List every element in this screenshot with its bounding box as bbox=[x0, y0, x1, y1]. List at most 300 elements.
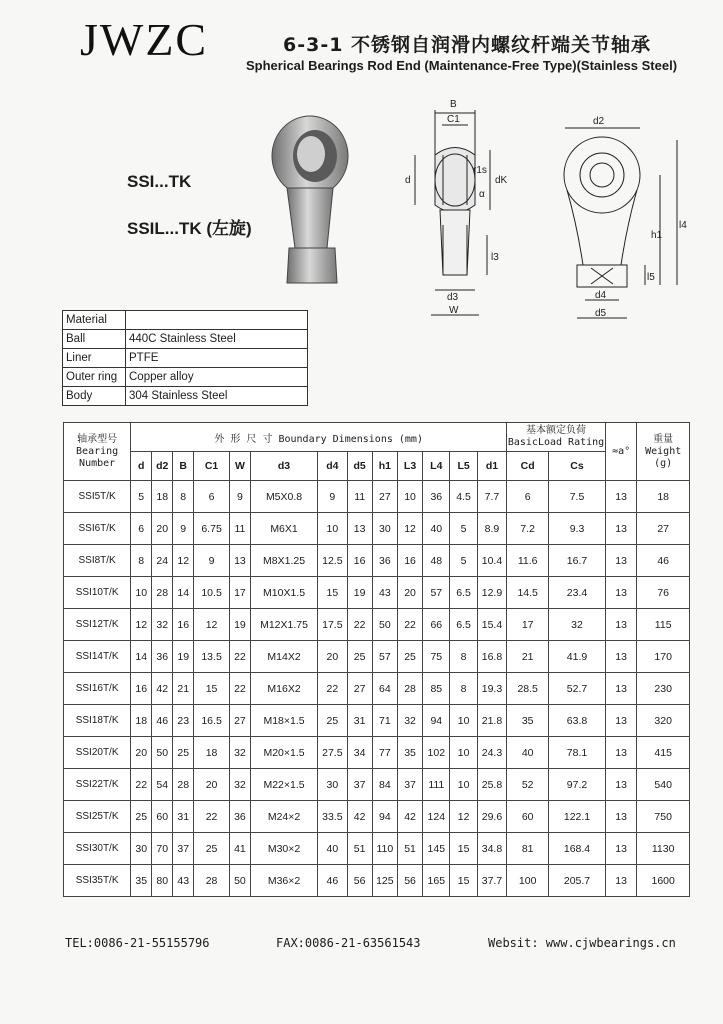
material-key: Material bbox=[63, 311, 126, 330]
table-cell: 37 bbox=[347, 769, 372, 801]
material-key: Ball bbox=[63, 330, 126, 349]
label-l5: l5 bbox=[647, 272, 655, 283]
bearing-number: SSI10T/K bbox=[64, 577, 131, 609]
header-boundary-dims: 外 形 尺 寸 Boundary Dimensions (mm) bbox=[131, 423, 507, 452]
table-cell: M14X2 bbox=[250, 641, 317, 673]
table-cell: 28 bbox=[194, 865, 230, 897]
table-cell: 18 bbox=[131, 705, 152, 737]
table-cell: 14 bbox=[131, 641, 152, 673]
table-cell: 13 bbox=[605, 609, 637, 641]
label-r1s: r1s bbox=[473, 165, 487, 176]
table-cell: 51 bbox=[347, 833, 372, 865]
table-cell: 540 bbox=[637, 769, 690, 801]
table-cell: 12.9 bbox=[477, 577, 506, 609]
table-row bbox=[64, 577, 690, 609]
table-cell: 52.7 bbox=[549, 673, 606, 705]
table-cell: 27 bbox=[229, 705, 250, 737]
table-cell: 64 bbox=[372, 673, 397, 705]
table-cell: 37.7 bbox=[477, 865, 506, 897]
material-value: Copper alloy bbox=[126, 368, 308, 387]
table-cell: 15 bbox=[450, 865, 477, 897]
table-cell: 6.5 bbox=[450, 577, 477, 609]
table-cell: 13 bbox=[229, 545, 250, 577]
table-cell: 57 bbox=[423, 577, 450, 609]
table-cell: 6 bbox=[131, 513, 152, 545]
table-cell: 8.9 bbox=[477, 513, 506, 545]
table-cell: 22 bbox=[229, 641, 250, 673]
table-row bbox=[64, 737, 690, 769]
column-header-cd: Cd bbox=[507, 452, 549, 481]
table-cell: 42 bbox=[347, 801, 372, 833]
bearing-number: SSI18T/K bbox=[64, 705, 131, 737]
table-cell: 11 bbox=[347, 481, 372, 513]
table-cell: 16.8 bbox=[477, 641, 506, 673]
table-cell: 13 bbox=[605, 737, 637, 769]
table-cell: 56 bbox=[347, 865, 372, 897]
table-cell: 12 bbox=[131, 609, 152, 641]
table-cell: 13 bbox=[605, 641, 637, 673]
table-cell: 115 bbox=[637, 609, 690, 641]
table-cell: 36 bbox=[229, 801, 250, 833]
header-weight: 重量 Weight (g) bbox=[637, 423, 690, 481]
table-cell: 28 bbox=[173, 769, 194, 801]
table-cell: 8 bbox=[450, 673, 477, 705]
table-cell: 1130 bbox=[637, 833, 690, 865]
table-cell: 36 bbox=[152, 641, 173, 673]
table-cell: 230 bbox=[637, 673, 690, 705]
table-cell: 34 bbox=[347, 737, 372, 769]
table-cell: 25 bbox=[347, 641, 372, 673]
table-cell: 33.5 bbox=[318, 801, 347, 833]
table-cell: 165 bbox=[423, 865, 450, 897]
table-cell: 12 bbox=[194, 609, 230, 641]
bearing-number: SSI5T/K bbox=[64, 481, 131, 513]
label-d5: d5 bbox=[595, 308, 607, 319]
table-row bbox=[64, 833, 690, 865]
label-d2: d2 bbox=[593, 116, 605, 127]
table-cell: 750 bbox=[637, 801, 690, 833]
material-key: Liner bbox=[63, 349, 126, 368]
table-row bbox=[64, 545, 690, 577]
column-header-cs: Cs bbox=[549, 452, 606, 481]
table-cell: 21 bbox=[507, 641, 549, 673]
table-cell: 13 bbox=[605, 577, 637, 609]
table-cell: 40 bbox=[507, 737, 549, 769]
table-cell: 34.8 bbox=[477, 833, 506, 865]
table-cell: 7.7 bbox=[477, 481, 506, 513]
table-cell: 52 bbox=[507, 769, 549, 801]
spec-table bbox=[63, 422, 690, 897]
table-cell: 16.5 bbox=[194, 705, 230, 737]
table-cell: 12 bbox=[173, 545, 194, 577]
table-cell: 21.8 bbox=[477, 705, 506, 737]
table-cell: 56 bbox=[397, 865, 422, 897]
table-row bbox=[64, 513, 690, 545]
table-cell: 18 bbox=[152, 481, 173, 513]
label-l3: l3 bbox=[491, 252, 499, 263]
table-cell: 13 bbox=[605, 705, 637, 737]
table-cell: 6.75 bbox=[194, 513, 230, 545]
table-cell: 13.5 bbox=[194, 641, 230, 673]
table-cell: 28 bbox=[152, 577, 173, 609]
table-cell: 320 bbox=[637, 705, 690, 737]
table-cell: 24 bbox=[152, 545, 173, 577]
table-cell: 8 bbox=[450, 641, 477, 673]
table-cell: 23 bbox=[173, 705, 194, 737]
material-value: 440C Stainless Steel bbox=[126, 330, 308, 349]
label-l4: l4 bbox=[679, 220, 687, 231]
table-cell: 20 bbox=[194, 769, 230, 801]
material-row bbox=[63, 368, 308, 387]
table-cell: M8X1.25 bbox=[250, 545, 317, 577]
material-row bbox=[63, 311, 308, 330]
column-header-d2: d2 bbox=[152, 452, 173, 481]
table-cell: 13 bbox=[605, 673, 637, 705]
table-cell: 27 bbox=[372, 481, 397, 513]
table-cell: 32 bbox=[229, 769, 250, 801]
table-cell: 10.4 bbox=[477, 545, 506, 577]
table-cell: 32 bbox=[229, 737, 250, 769]
table-cell: 85 bbox=[423, 673, 450, 705]
label-dk: dK bbox=[495, 175, 508, 186]
bearing-number: SSI12T/K bbox=[64, 609, 131, 641]
page-title-en: Spherical Bearings Rod End (Maintenance-Free Type)(Stainless Steel) bbox=[246, 58, 678, 73]
bearing-number: SSI20T/K bbox=[64, 737, 131, 769]
table-cell: 30 bbox=[318, 769, 347, 801]
table-cell: 25 bbox=[173, 737, 194, 769]
table-cell: 11 bbox=[229, 513, 250, 545]
footer-website[interactable]: Websit: www.cjwbearings.cn bbox=[488, 936, 676, 950]
table-cell: 13 bbox=[605, 865, 637, 897]
table-cell: 50 bbox=[152, 737, 173, 769]
material-row bbox=[63, 330, 308, 349]
table-row bbox=[64, 769, 690, 801]
table-cell: 57 bbox=[372, 641, 397, 673]
table-cell: 80 bbox=[152, 865, 173, 897]
bearing-number: SSI30T/K bbox=[64, 833, 131, 865]
table-row bbox=[64, 481, 690, 513]
table-cell: 35 bbox=[507, 705, 549, 737]
table-cell: 5 bbox=[450, 545, 477, 577]
table-cell: 70 bbox=[152, 833, 173, 865]
table-cell: 32 bbox=[397, 705, 422, 737]
table-cell: 42 bbox=[152, 673, 173, 705]
table-cell: 31 bbox=[347, 705, 372, 737]
table-cell: 15 bbox=[450, 833, 477, 865]
table-cell: 40 bbox=[423, 513, 450, 545]
label-d: d bbox=[405, 175, 411, 186]
table-cell: 36 bbox=[372, 545, 397, 577]
table-cell: 170 bbox=[637, 641, 690, 673]
table-cell: 13 bbox=[605, 481, 637, 513]
table-cell: 6.5 bbox=[450, 609, 477, 641]
table-cell: 17 bbox=[507, 609, 549, 641]
table-cell: 37 bbox=[173, 833, 194, 865]
table-cell: 22 bbox=[229, 673, 250, 705]
table-cell: 22 bbox=[131, 769, 152, 801]
table-cell: 19 bbox=[229, 609, 250, 641]
table-cell: 40 bbox=[318, 833, 347, 865]
table-cell: 102 bbox=[423, 737, 450, 769]
table-cell: 125 bbox=[372, 865, 397, 897]
model-label-right: SSI...TK bbox=[127, 172, 192, 191]
table-cell: 22 bbox=[397, 609, 422, 641]
table-cell: M12X1.75 bbox=[250, 609, 317, 641]
table-cell: 14 bbox=[173, 577, 194, 609]
table-cell: 21 bbox=[173, 673, 194, 705]
table-cell: 19 bbox=[347, 577, 372, 609]
table-cell: 10 bbox=[450, 705, 477, 737]
table-row bbox=[64, 673, 690, 705]
table-cell: 100 bbox=[507, 865, 549, 897]
table-cell: 46 bbox=[637, 545, 690, 577]
table-cell: 97.2 bbox=[549, 769, 606, 801]
table-cell: 415 bbox=[637, 737, 690, 769]
table-cell: 145 bbox=[423, 833, 450, 865]
bearing-number: SSI16T/K bbox=[64, 673, 131, 705]
table-cell: 16.7 bbox=[549, 545, 606, 577]
header-bearing: 轴承型号 Bearing Number bbox=[64, 423, 131, 481]
label-d3: d3 bbox=[447, 292, 459, 303]
table-cell: 10 bbox=[318, 513, 347, 545]
table-cell: 17.5 bbox=[318, 609, 347, 641]
table-cell: 75 bbox=[423, 641, 450, 673]
table-cell: 12 bbox=[397, 513, 422, 545]
table-cell: 28 bbox=[397, 673, 422, 705]
table-cell: 22 bbox=[318, 673, 347, 705]
table-cell: 84 bbox=[372, 769, 397, 801]
table-cell: 94 bbox=[423, 705, 450, 737]
table-cell: 25 bbox=[318, 705, 347, 737]
table-cell: 76 bbox=[637, 577, 690, 609]
table-cell: 35 bbox=[397, 737, 422, 769]
table-cell: 78.1 bbox=[549, 737, 606, 769]
table-cell: M30×2 bbox=[250, 833, 317, 865]
table-cell: 41 bbox=[229, 833, 250, 865]
table-cell: 23.4 bbox=[549, 577, 606, 609]
table-cell: M24×2 bbox=[250, 801, 317, 833]
table-cell: 28.5 bbox=[507, 673, 549, 705]
table-cell: 66 bbox=[423, 609, 450, 641]
table-cell: 4.5 bbox=[450, 481, 477, 513]
column-header-b: B bbox=[173, 452, 194, 481]
table-cell: 37 bbox=[397, 769, 422, 801]
table-cell: 43 bbox=[173, 865, 194, 897]
table-cell: 7.5 bbox=[549, 481, 606, 513]
table-row bbox=[64, 801, 690, 833]
table-cell: 31 bbox=[173, 801, 194, 833]
table-cell: 50 bbox=[229, 865, 250, 897]
table-cell: 42 bbox=[397, 801, 422, 833]
table-cell: 16 bbox=[173, 609, 194, 641]
table-cell: 18 bbox=[637, 481, 690, 513]
table-cell: M6X1 bbox=[250, 513, 317, 545]
table-cell: 27 bbox=[347, 673, 372, 705]
table-cell: 7.2 bbox=[507, 513, 549, 545]
column-header-h1: h1 bbox=[372, 452, 397, 481]
table-cell: 8 bbox=[173, 481, 194, 513]
table-cell: 13 bbox=[605, 545, 637, 577]
table-cell: M20×1.5 bbox=[250, 737, 317, 769]
table-cell: 20 bbox=[397, 577, 422, 609]
table-cell: 36 bbox=[423, 481, 450, 513]
front-view-diagram bbox=[555, 110, 695, 325]
table-cell: 12.5 bbox=[318, 545, 347, 577]
table-cell: 30 bbox=[372, 513, 397, 545]
model-label-left: SSIL...TK (左旋) bbox=[127, 219, 252, 238]
table-cell: 24.3 bbox=[477, 737, 506, 769]
table-cell: 9 bbox=[173, 513, 194, 545]
table-cell: 15 bbox=[194, 673, 230, 705]
table-cell: 20 bbox=[318, 641, 347, 673]
table-cell: M16X2 bbox=[250, 673, 317, 705]
page-title-cn: 6-3-1 不锈钢自润滑内螺纹杆端关节轴承 bbox=[283, 34, 652, 56]
table-cell: 13 bbox=[605, 833, 637, 865]
table-row bbox=[64, 609, 690, 641]
bearing-number: SSI6T/K bbox=[64, 513, 131, 545]
table-cell: 19 bbox=[173, 641, 194, 673]
side-section-diagram bbox=[395, 95, 525, 325]
header-load-rating: 基本额定负荷 BasicLoad Rating bbox=[507, 423, 606, 452]
table-cell: 10.5 bbox=[194, 577, 230, 609]
table-cell: 205.7 bbox=[549, 865, 606, 897]
column-header-d3: d3 bbox=[250, 452, 317, 481]
table-cell: 16 bbox=[397, 545, 422, 577]
table-cell: 10 bbox=[397, 481, 422, 513]
table-cell: 71 bbox=[372, 705, 397, 737]
table-cell: 16 bbox=[347, 545, 372, 577]
table-cell: 15 bbox=[318, 577, 347, 609]
column-header-d1: d1 bbox=[477, 452, 506, 481]
table-cell: 16 bbox=[131, 673, 152, 705]
table-cell: 20 bbox=[152, 513, 173, 545]
table-cell: 15.4 bbox=[477, 609, 506, 641]
table-row bbox=[64, 641, 690, 673]
table-cell: 111 bbox=[423, 769, 450, 801]
table-cell: 9 bbox=[194, 545, 230, 577]
table-cell: 43 bbox=[372, 577, 397, 609]
table-cell: 32 bbox=[152, 609, 173, 641]
table-cell: 19.3 bbox=[477, 673, 506, 705]
label-W: W bbox=[449, 305, 459, 316]
table-cell: 60 bbox=[507, 801, 549, 833]
table-cell: 46 bbox=[152, 705, 173, 737]
table-cell: 25 bbox=[397, 641, 422, 673]
table-cell: 35 bbox=[131, 865, 152, 897]
table-cell: 6 bbox=[507, 481, 549, 513]
table-cell: 5 bbox=[450, 513, 477, 545]
table-cell: 54 bbox=[152, 769, 173, 801]
material-value: PTFE bbox=[126, 349, 308, 368]
table-cell: 10 bbox=[131, 577, 152, 609]
bearing-number: SSI8T/K bbox=[64, 545, 131, 577]
material-key: Outer ring bbox=[63, 368, 126, 387]
table-cell: 1600 bbox=[637, 865, 690, 897]
table-cell: 13 bbox=[347, 513, 372, 545]
table-cell: 60 bbox=[152, 801, 173, 833]
column-header-l5: L5 bbox=[450, 452, 477, 481]
table-cell: 13 bbox=[605, 801, 637, 833]
label-d4: d4 bbox=[595, 290, 607, 301]
label-C1: C1 bbox=[447, 114, 460, 125]
material-key: Body bbox=[63, 387, 126, 406]
table-cell: 48 bbox=[423, 545, 450, 577]
table-cell: 20 bbox=[131, 737, 152, 769]
column-header-d4: d4 bbox=[318, 452, 347, 481]
table-cell: 46 bbox=[318, 865, 347, 897]
bearing-number: SSI35T/K bbox=[64, 865, 131, 897]
material-table bbox=[62, 310, 308, 406]
table-cell: 51 bbox=[397, 833, 422, 865]
material-row bbox=[63, 349, 308, 368]
table-cell: M5X0.8 bbox=[250, 481, 317, 513]
bearing-number: SSI25T/K bbox=[64, 801, 131, 833]
table-cell: 22 bbox=[194, 801, 230, 833]
column-header-c1: C1 bbox=[194, 452, 230, 481]
table-cell: M18×1.5 bbox=[250, 705, 317, 737]
table-cell: 9 bbox=[318, 481, 347, 513]
table-cell: 18 bbox=[194, 737, 230, 769]
table-cell: 9 bbox=[229, 481, 250, 513]
table-cell: M10X1.5 bbox=[250, 577, 317, 609]
bearing-number: SSI22T/K bbox=[64, 769, 131, 801]
table-cell: 17 bbox=[229, 577, 250, 609]
table-cell: 63.8 bbox=[549, 705, 606, 737]
material-value: 304 Stainless Steel bbox=[126, 387, 308, 406]
table-cell: 77 bbox=[372, 737, 397, 769]
table-row bbox=[64, 705, 690, 737]
rod-end-photo bbox=[265, 108, 360, 293]
table-cell: 110 bbox=[372, 833, 397, 865]
table-cell: 81 bbox=[507, 833, 549, 865]
table-cell: 27.5 bbox=[318, 737, 347, 769]
table-cell: 29.6 bbox=[477, 801, 506, 833]
column-header-l4: L4 bbox=[423, 452, 450, 481]
table-cell: 122.1 bbox=[549, 801, 606, 833]
table-cell: 10 bbox=[450, 769, 477, 801]
table-cell: 25 bbox=[194, 833, 230, 865]
table-cell: 168.4 bbox=[549, 833, 606, 865]
material-row bbox=[63, 387, 308, 406]
table-cell: 10 bbox=[450, 737, 477, 769]
table-cell: 124 bbox=[423, 801, 450, 833]
table-cell: 12 bbox=[450, 801, 477, 833]
label-B: B bbox=[450, 99, 457, 110]
table-cell: 50 bbox=[372, 609, 397, 641]
label-h1: h1 bbox=[651, 230, 663, 241]
table-cell: 14.5 bbox=[507, 577, 549, 609]
table-cell: 8 bbox=[131, 545, 152, 577]
bearing-number: SSI14T/K bbox=[64, 641, 131, 673]
table-cell: 30 bbox=[131, 833, 152, 865]
material-value bbox=[126, 311, 308, 330]
table-cell: 9.3 bbox=[549, 513, 606, 545]
table-cell: 13 bbox=[605, 513, 637, 545]
company-logo: JWZC bbox=[80, 14, 209, 65]
table-cell: 13 bbox=[605, 769, 637, 801]
table-cell: 6 bbox=[194, 481, 230, 513]
column-header-w: W bbox=[229, 452, 250, 481]
table-cell: 27 bbox=[637, 513, 690, 545]
table-cell: M36×2 bbox=[250, 865, 317, 897]
header-angle: ≈a° bbox=[605, 423, 637, 481]
table-cell: 94 bbox=[372, 801, 397, 833]
column-header-l3: L3 bbox=[397, 452, 422, 481]
table-cell: 41.9 bbox=[549, 641, 606, 673]
footer-fax: FAX:0086-21-63561543 bbox=[276, 936, 421, 950]
label-alpha: α bbox=[479, 189, 485, 200]
footer-tel: TEL:0086-21-55155796 bbox=[65, 936, 210, 950]
